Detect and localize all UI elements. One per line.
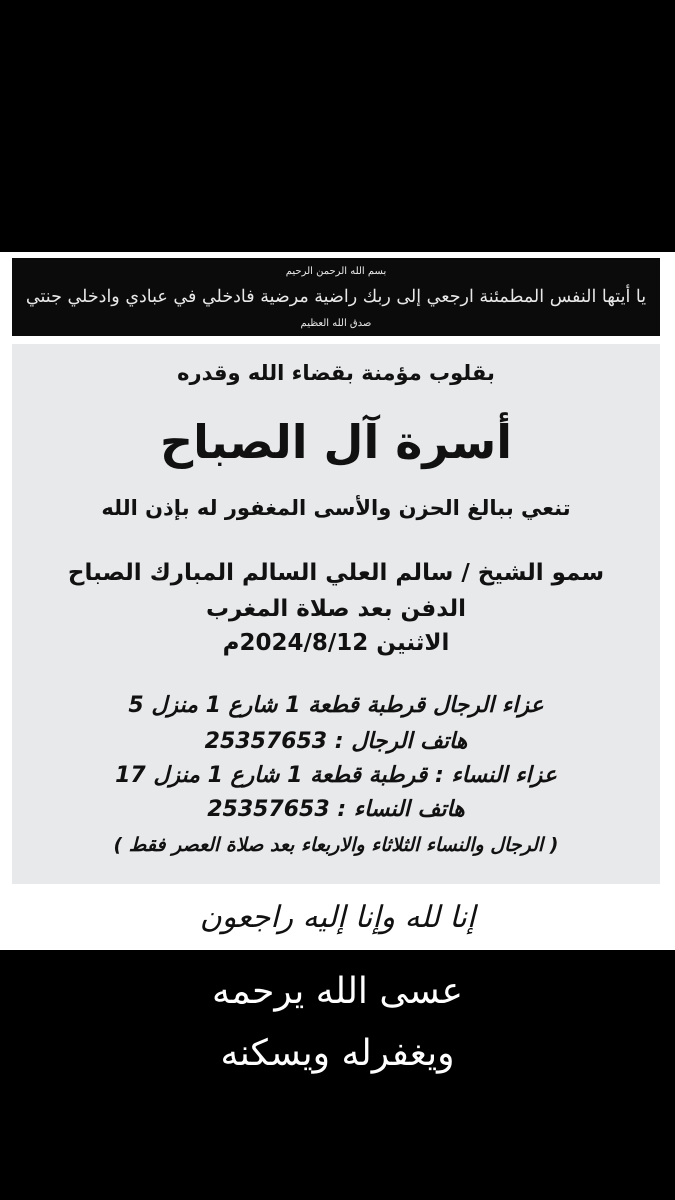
family-name-heading: أسرة آل الصباح [159,415,513,469]
women-phone: هاتف النساء : 25357653 [207,797,465,822]
prayer-line-1: عسى الله يرحمه [212,971,463,1012]
women-condolence-address: عزاء النساء : قرطبة قطعة 1 شارع 1 منزل 17 [115,763,557,788]
top-black-band [0,0,675,252]
quran-verse-banner [12,258,660,336]
burial-date: الاثنين 2024/8/12م [222,630,450,656]
banner-verse-text: يا أيتها النفس المطمئنة ارجعي إلى ربك راضية مرضية فادخلي في عبادي وادخلي جنتي [25,287,647,307]
men-condolence-address: عزاء الرجال قرطبة قطعة 1 شارع 1 منزل 5 [128,693,544,718]
mourning-line: تنعي ببالغ الحزن والأسى المغفور له بإذن الله [101,496,571,520]
intro-line: بقلوب مؤمنة بقضاء الله وقدره [177,361,495,385]
sadaq-text: صدق الله العظيم [300,318,372,329]
prayer-line-2: ويغفرله ويسكنه [220,1033,455,1074]
basmala-text: بسم الله الرحمن الرحيم [285,266,387,277]
burial-time: الدفن بعد صلاة المغرب [205,596,467,622]
closing-verse-calligraphy: إنا لله وإنا إليه راجعون [199,900,476,935]
deceased-name: سمو الشيخ / سالم العلي السالم المبارك الصباح [67,560,605,586]
condolence-hours-note: ( الرجال والنساء الثلاثاء والاربعاء بعد صلاة العصر فقط ) [113,834,559,856]
men-phone: هاتف الرجال : 25357653 [204,729,468,754]
